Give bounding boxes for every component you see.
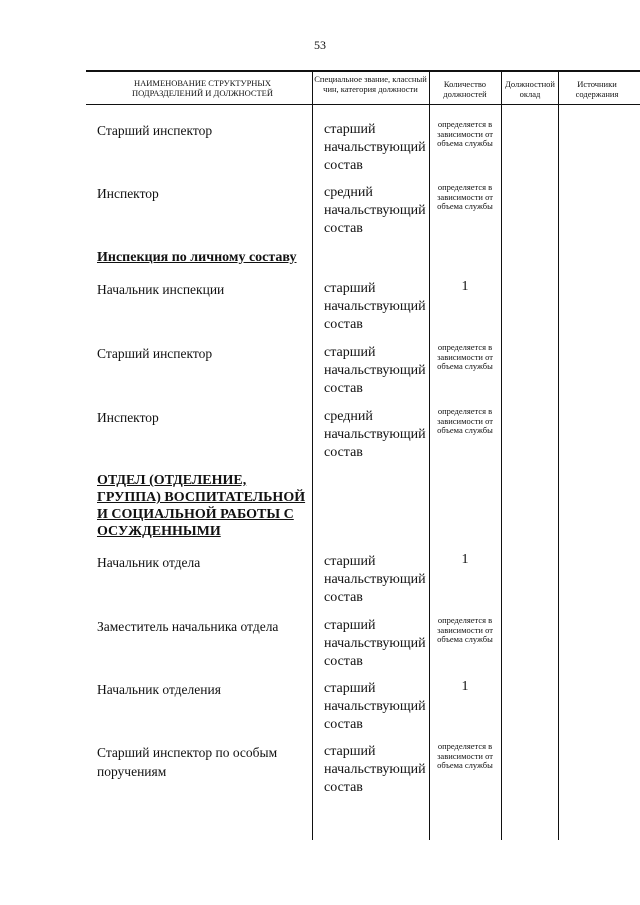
section-heading: Инспекция по личному составу bbox=[97, 250, 297, 265]
position-count: определяется в зависимости от объема службы bbox=[437, 182, 493, 211]
position-name: Старший инспектор bbox=[97, 123, 213, 138]
position-count: 1 bbox=[461, 279, 469, 294]
header-salary: Должностной оклад bbox=[505, 79, 555, 99]
position-rank: старший начальствующий состав bbox=[324, 618, 426, 669]
position-rank: старший начальствующий состав bbox=[324, 122, 426, 173]
position-count: определяется в зависимости от объема службы bbox=[437, 406, 493, 435]
position-count: определяется в зависимости от объема службы bbox=[437, 615, 493, 644]
page-number: 53 bbox=[314, 38, 326, 52]
header-funding-source: Источники содержания bbox=[575, 79, 619, 99]
position-count: 1 bbox=[461, 552, 469, 567]
position-rank: старший начальствующий состав bbox=[324, 281, 426, 332]
position-name: Старший инспектор bbox=[97, 346, 213, 361]
position-name: Инспектор bbox=[97, 186, 159, 201]
position-rank: старший начальствующий состав bbox=[324, 681, 426, 732]
header-count: Количество должностей bbox=[443, 79, 487, 99]
position-name: Начальник отделения bbox=[97, 682, 221, 697]
position-count: определяется в зависимости от объема службы bbox=[437, 342, 493, 371]
position-name: Инспектор bbox=[97, 410, 159, 425]
header-bottom-rule bbox=[86, 104, 640, 105]
position-rank: средний начальствующий состав bbox=[324, 409, 426, 460]
column-divider bbox=[312, 70, 313, 840]
position-count: определяется в зависимости от объема службы bbox=[437, 741, 493, 770]
position-name: Начальник отдела bbox=[97, 555, 201, 570]
position-rank: старший начальствующий состав bbox=[324, 345, 426, 396]
position-rank: старший начальствующий состав bbox=[324, 554, 426, 605]
table-top-rule bbox=[86, 70, 640, 72]
position-rank: старший начальствующий состав bbox=[324, 744, 426, 795]
position-name: Заместитель начальника отдела bbox=[97, 619, 279, 634]
header-rank: Специальное звание, классный чин, категория должности bbox=[314, 74, 427, 94]
position-name: Начальник инспекции bbox=[97, 282, 225, 297]
column-divider bbox=[558, 70, 559, 840]
position-count: определяется в зависимости от объема службы bbox=[437, 119, 493, 148]
section-heading: ОТДЕЛ (ОТДЕЛЕНИЕ, ГРУППА) ВОСПИТАТЕЛЬНОЙ И СОЦИАЛЬНОЙ РАБОТЫ С ОСУЖДЕННЫМИ bbox=[97, 473, 306, 539]
header-structural-units: НАИМЕНОВАНИЕ СТРУКТУРНЫХ ПОДРАЗДЕЛЕНИЙ И ДОЛЖНОСТЕЙ bbox=[131, 78, 274, 98]
position-name: Старший инспектор по особым поручениям bbox=[97, 745, 278, 779]
column-divider bbox=[501, 70, 502, 840]
position-rank: средний начальствующий состав bbox=[324, 185, 426, 236]
position-count: 1 bbox=[461, 679, 469, 694]
